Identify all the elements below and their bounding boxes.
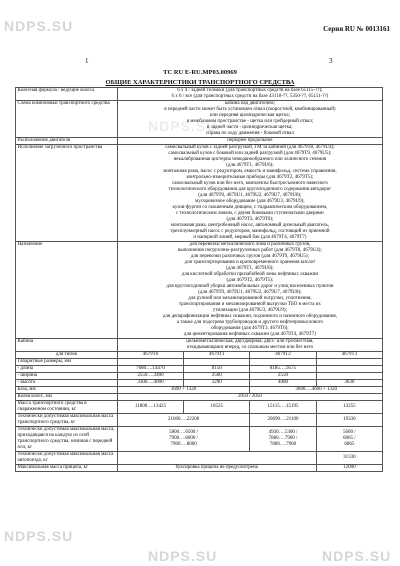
text-line: самосвальный кузов или без него, комплекты быстросъемного навесного <box>171 181 328 186</box>
watermark-bottom-right: NDPS.SU <box>322 548 392 564</box>
watermark-top-center: NDPS.SU <box>148 118 218 134</box>
row-wheel-formula <box>16 88 383 101</box>
text-line: для перевозки различных грузов (для 4679Т9, 4679U5); <box>190 254 309 259</box>
text-line: в межбазовом пространстве - щетка или грейдерный отвал; <box>186 119 314 124</box>
row-axle-mass <box>16 427 383 452</box>
axle-mass-1 <box>250 427 316 452</box>
text-line: 6 x 4 / задней тележки (для транспортных средств на базе 65115-??); <box>177 88 323 93</box>
characteristics-table <box>15 87 383 472</box>
width-label: - ширина <box>16 373 118 380</box>
text-line: откидывающаяся вперед, со спальным местом или без него <box>186 345 314 350</box>
page-number-right: 3 <box>329 57 333 65</box>
width-3 <box>316 373 382 380</box>
wheel-formula-label: Колесная формула / ведущие колеса <box>16 88 118 101</box>
type-3: 4679Т3 <box>316 352 382 359</box>
document-title: ОБЩИЕ ХАРАКТЕРИСТИКИ ТРАНСПОРТНОГО СРЕДСТВА <box>105 79 295 86</box>
trailer-mass-text: буксировка прицепа не предусмотрена <box>117 465 316 472</box>
type-0: 4679Т0 <box>117 352 183 359</box>
dimensions-label: Габаритные размеры, мм <box>16 359 118 366</box>
text-line: контрольно-измерительные приборы (для 4679Т2, 4679Т5); <box>186 175 314 180</box>
row-width <box>16 373 383 380</box>
text-line: 5800….6500 / <box>169 430 199 435</box>
base-0: 3690 + 1320 <box>117 387 250 394</box>
text-line: 6865 <box>344 442 355 447</box>
max-mass-0: 21600….22200 <box>117 414 250 427</box>
width-1: 2500 <box>184 373 250 380</box>
length-label: - длина <box>16 366 118 373</box>
layout-label: Схема компоновки транспортного средства <box>16 101 118 138</box>
row-length <box>16 366 383 373</box>
text-line: для круглогодичной уборки автомобильных дорог и улиц населенных пунктов <box>166 284 334 289</box>
text-line: цельнометаллическая, двухдверная, двух- или трехместная, <box>186 339 314 344</box>
row-dimensions <box>16 359 383 366</box>
text-line: технологического оборудования для круглогодичного содержания автодорог <box>168 187 332 192</box>
watermark-top-left: NDPS.SU <box>4 18 74 34</box>
engine-label: Расположение двигателя <box>16 138 118 145</box>
mass-3: 13255 <box>316 401 382 414</box>
track-value: 2050 / 2050 <box>117 394 382 401</box>
length-0: 7680….14470 <box>117 366 183 373</box>
train-mass-value: 31330 <box>316 452 382 465</box>
height-1: 3290 <box>184 380 250 387</box>
purpose-value <box>117 242 382 339</box>
max-mass-label: Технически допустимая максимальная масса транспортного средства, кг <box>16 414 118 427</box>
train-mass-label: Технически допустимая максимальная масса автопоезда, кг <box>16 452 118 465</box>
row-height <box>16 380 383 387</box>
text-line: самосвальный кузов с боковой или задней разгрузкой (для 4679Т9, 4679U5); <box>168 151 332 156</box>
cargo-value <box>117 145 382 242</box>
text-line: для цементирования нефтяных скважин (для 4679Т4, 4679Т7) <box>183 332 316 337</box>
text-line: 6 x 6 / все (для транспортных средств на базе 43118-??, 5350-??, 65111-??) <box>171 94 329 99</box>
wheel-formula-value <box>117 88 382 101</box>
text-line: 7880….7900 / <box>268 436 298 441</box>
row-types <box>16 352 383 359</box>
text-line: оборудования (для 4679Т3, 4679Т6); <box>211 326 289 331</box>
base-1: 3690….4600 + 1320 <box>250 387 383 394</box>
text-line: 6865 / <box>343 436 356 441</box>
type-2: 4679Т2 <box>250 352 316 359</box>
row-base <box>16 387 383 394</box>
text-line: кузов-фургон со скошенным днищем, с гидравлическим оборудованием, <box>172 205 328 210</box>
engine-value: переднее продольное <box>117 138 382 145</box>
text-line: справа по ходу движения - боковой отвал <box>205 131 294 136</box>
text-line: или передняя цилиндрическая щетка; <box>209 113 290 118</box>
length-1: 8150 <box>184 366 250 373</box>
track-label: Колея колес, мм <box>16 394 118 401</box>
row-mass <box>16 401 383 414</box>
height-3: 3630 <box>316 380 382 387</box>
text-line: некалиброванная цистерна чемоданообразного или эллипсного сечения <box>173 157 327 162</box>
text-line: трехплунжерный насос с редуктором, манифольд, состоящий из приемной <box>170 229 330 234</box>
height-label: - высота <box>16 380 118 387</box>
base-label: База, мм <box>16 387 118 394</box>
text-line: 7900….8000 / <box>169 436 199 441</box>
axle-mass-label: Технически допустимая максимальная масса, приходящаяся на каждую из осей транспортного средства, начиная с передней оси, кг <box>16 427 118 452</box>
text-line: для ручной или механизированной погрузки, уплотнения, <box>188 296 312 301</box>
trailer-mass-label: Максимальная масса прицепа, кг <box>16 465 118 472</box>
max-mass-1: 20690….21100 <box>250 414 316 427</box>
row-train-mass <box>16 452 383 465</box>
length-3 <box>316 366 382 373</box>
watermark-bottom-left: NDPS.SU <box>4 528 74 544</box>
height-0: 3300….4000 <box>117 380 183 387</box>
text-line: утилизации (для 4679U3, 4679U9); <box>212 308 287 313</box>
text-line: и напорной линий, мерный бак (для 4679Т4, 4679Т7) <box>193 235 307 240</box>
axle-mass-2 <box>316 427 382 452</box>
document-code: ТС RU E-RU.МР03.00969 <box>163 69 237 76</box>
text-line: (для 4679Т0, 4679U1, 4679U2, 4679U7, 4679U8); <box>198 193 302 198</box>
text-line: а также для подогрева трубопроводов и другого нефтепромыслового <box>176 320 324 325</box>
row-trailer-mass <box>16 465 383 472</box>
mass-0: 11800….13425 <box>117 401 183 414</box>
cargo-label: Исполнение загрузочного пространства <box>16 145 118 242</box>
text-line: для перевозки металлического лома и различных грузов, <box>189 242 311 247</box>
axle-mass-0 <box>117 427 250 452</box>
row-max-mass <box>16 414 383 427</box>
length-2: 8185….9575 <box>250 366 316 373</box>
type-1: 4679Т1 <box>184 352 250 359</box>
mass-1: 10525 <box>184 401 250 414</box>
text-line: (для 4679Т1, 4679U6); <box>226 266 274 271</box>
purpose-label: Назначение <box>16 242 118 339</box>
text-line: выполнения погрузочно-разгрузочных работ (для 4679Т8, 4679U4); <box>177 248 322 253</box>
text-line: для транспортирования и кратковременного хранения кислот <box>184 260 316 265</box>
text-line: монтажная рама, насос с редуктором, емкость и манифольд, система управления, <box>163 169 337 174</box>
text-line: в передней части может быть установлен отвал (скоростной, комбинированный) <box>164 107 336 112</box>
width-2: 2550 <box>250 373 316 380</box>
row-purpose <box>16 242 383 339</box>
text-line: для кислотной обработки призабойной зоны нефтяных скважин <box>181 272 319 277</box>
mass-label: Масса транспортного средства в снаряженном состоянии, кг <box>16 401 118 414</box>
row-engine <box>16 138 383 145</box>
text-line: 4930….5300 / <box>268 430 298 435</box>
text-line: с технологическим люком, с двумя боковыми ступенчатыми дверями <box>176 211 324 216</box>
watermark-bottom-center: NDPS.SU <box>148 548 218 564</box>
text-line: транспортирования и механизированной выгрузки ТБО в места их <box>178 302 321 307</box>
text-line: для депарафинизации нефтяных скважин, подземного и наземного оборудования, <box>162 314 337 319</box>
text-line: 7880….7900 <box>269 442 297 447</box>
text-line: 5600 / <box>343 430 356 435</box>
row-track <box>16 394 383 401</box>
cab-value <box>117 339 382 352</box>
row-cab <box>16 339 383 352</box>
text-line: кабина над двигателем; <box>224 101 275 106</box>
max-mass-2: 19330 <box>316 414 382 427</box>
text-line: (для 4679Т1, 4679U6); <box>226 163 274 168</box>
text-line: (для 4679Т3, 4679Т6); <box>226 217 274 222</box>
row-cargo <box>16 145 383 242</box>
cab-label: Кабина <box>16 339 118 352</box>
layout-value <box>117 101 382 138</box>
types-label: для типов <box>16 352 118 359</box>
width-0: 2550….3400 <box>117 373 183 380</box>
mass-2: 15115….15195 <box>250 401 316 414</box>
text-line: (для 4679Т0, 4679U1, 4679U2, 4679U7, 4679U8); <box>198 290 302 295</box>
text-line: 7900….8000 <box>170 442 197 447</box>
text-line: самосвальный кузов с задней разгрузкой, ГМ за кабиной (для 4679Т8, 4679U4); <box>165 145 335 150</box>
text-line: мусоровозное оборудование (для 4679U3, 4679U9); <box>195 199 305 204</box>
height-2: 4000 <box>250 380 316 387</box>
text-line: в задней части - цилиндрическая щетка; <box>207 125 293 130</box>
text-line: монтажная рама, центробежный насос, автономный дизельный двигатель, <box>170 223 330 228</box>
trailer-mass-value: 12000 <box>316 465 382 472</box>
page-number-left: 1 <box>85 57 89 65</box>
row-layout <box>16 101 383 138</box>
serial-number: Серия RU № 0013161 <box>323 25 390 33</box>
text-line: (для 4679Т2, 4679Т5); <box>226 278 274 283</box>
